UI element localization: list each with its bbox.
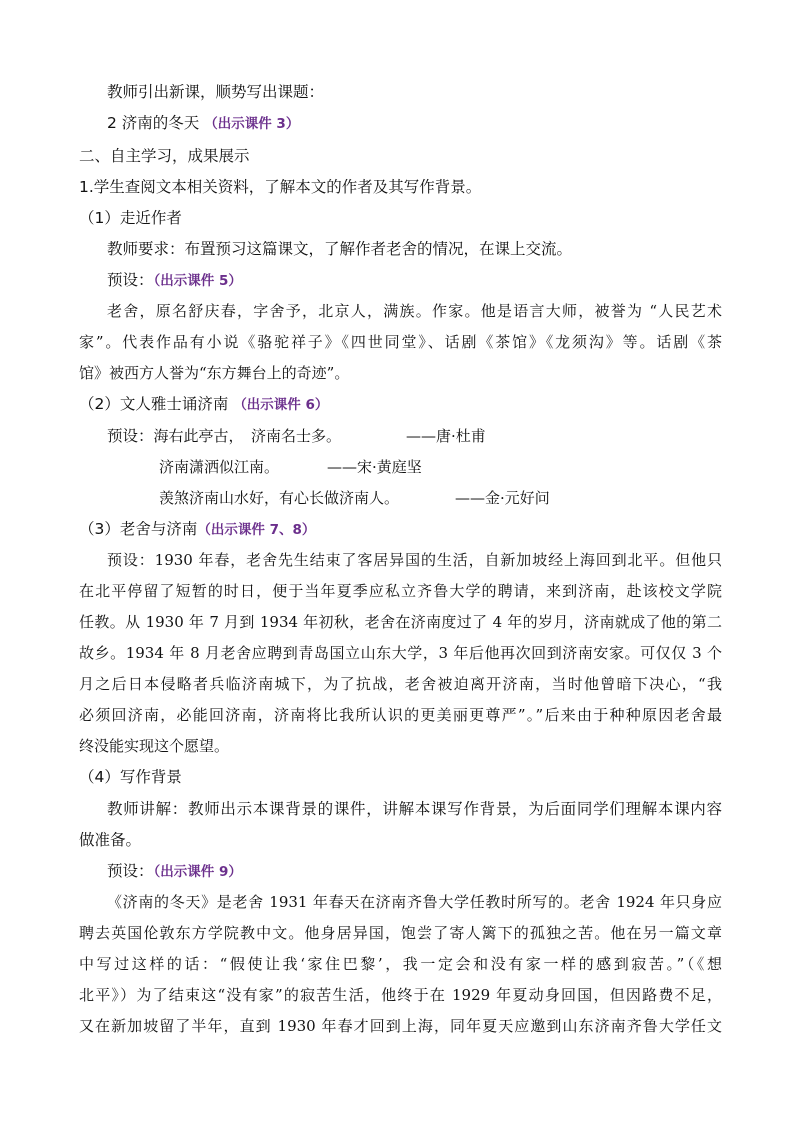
poem-author [455,488,550,508]
text: 任教。从 1930 年 7 月到 1934 年初秋，老舍在济南度过了 4 年的岁月，济南就成了他的第二 [79,613,722,631]
text-line [79,612,722,632]
text: 家”。代表作品有小说《骆驼祥子》《四世同堂》、话剧《茶馆》《龙须沟》等。话剧《茶 [79,333,722,351]
courseware-tag: （出示课件 3） [204,116,300,132]
poem-text: 羡煞济南山水好，有心长做济南人。 [159,489,400,507]
text: ——唐·杜甫 [406,427,486,445]
text: （1）走近作者 [79,209,182,227]
text: 馆》被西方人誉为“东方舞台上的奇迹”。 [79,364,350,382]
text: （2）文人雅士诵济南 [79,395,229,413]
text-line [107,239,572,259]
subsection-heading [79,394,328,415]
text-line [79,177,481,197]
text: ——金·元好问 [455,489,550,507]
text: 预设：1930 年春，老舍先生结束了客居异国的生活，自新加坡经上海回到北平。但他只 [107,551,722,569]
text-line [79,923,722,943]
courseware-tag: （出示课件 6） [233,397,329,413]
text: 在北平停留了短暂的时日，便于当年夏季应私立齐鲁大学的聘请，来到济南，赴该校文学院 [79,582,722,600]
text: 老舍，原名舒庆春，字舍予，北京人，满族。作家。他是语言大师，被誉为 “人民艺术 [107,302,722,320]
courseware-tag: （出示课件 5） [153,273,242,289]
text: 教师要求：布置预习这篇课文，了解作者老舍的情况，在课上交流。 [107,240,573,258]
text: ——宋·黄庭坚 [327,458,422,476]
text-line [107,301,722,321]
text-line [79,954,722,974]
text: 必须回济南，必能回济南，济南将比我所认识的更美丽更尊严”。”后来由于种种原因老舍最 [79,706,722,724]
text: 终没能实现这个愿望。 [79,737,230,755]
poem-author [327,457,422,477]
text-line [107,892,722,912]
text-line [107,82,324,102]
text: 月之后日本侵略者兵临济南城下，为了抗战，老舍被迫离开济南，当时他曾暗下决心，“我 [79,675,722,693]
text: 做准备。 [79,831,142,849]
text: 《济南的冬天》是老舍 1931 年春天在济南齐鲁大学任教时所写的。老舍 1924 年只身应 [107,893,722,911]
text: 预设： [107,271,154,289]
lesson-title-line [107,113,299,134]
text: 中写过这样的话：“假使让我‘家住巴黎’，我一定会和没有家一样的感到寂苦。”（《想 [79,955,722,973]
text-line [79,736,229,756]
text-line [79,332,722,352]
text-line [79,1016,722,1036]
poem-line [159,457,279,477]
text-line [79,643,722,663]
text: （4）写作背景 [79,768,182,786]
text-line [79,581,722,601]
text: 北平》）为了结束这“没有家”的寂苦生活，他终于在 1929 年夏动身回国，但因路费不足， [79,986,722,1004]
poem-text: 济南潇洒似江南。 [159,458,280,476]
text: 聘去英国伦敦东方学院教中文。他身居异国，饱尝了寄人篱下的孤独之苦。他在另一篇文章 [79,924,722,942]
text: 又在新加坡留了半年，直到 1930 年春才回到上海，同年夏天应邀到山东济南齐鲁大学任文 [79,1017,722,1035]
section-heading [79,146,250,166]
preset-line [107,270,242,291]
text: 预设： [107,427,154,445]
poem-line [159,488,399,508]
text-line [107,799,722,819]
text-line [107,550,722,570]
text: 预设： [107,862,154,880]
poem-text: 海右此亭古， 济南名士多。 [153,427,342,445]
text: （3）老舍与济南 [79,520,198,538]
text-line [79,985,722,1005]
poem-line [107,426,341,446]
subsection-heading [79,767,182,787]
subsection-heading [79,519,315,540]
subsection-heading [79,208,182,228]
text-line [79,830,141,850]
text: 故乡。1934 年 8 月老舍应聘到青岛国立山东大学，3 年后他再次回到济南安家。可仅仅 3 个 [79,644,722,662]
preset-line [107,861,242,882]
courseware-tag: （出示课件 7、8） [197,522,316,538]
text: 教师讲解：教师出示本课背景的课件，讲解本课写作背景，为后面同学们理解本课内容 [107,800,722,818]
text: 教师引出新课，顺势写出课题： [107,83,325,101]
poem-author [406,426,486,446]
text-line [79,674,722,694]
text-line [79,705,722,725]
text-line [79,363,349,383]
courseware-tag: （出示课件 9） [153,864,242,880]
text: 二、自主学习，成果展示 [79,147,250,165]
text: 1.学生查阅文本相关资料，了解本文的作者及其写作背景。 [79,178,482,196]
lesson-title: 2 济南的冬天 [107,114,200,132]
